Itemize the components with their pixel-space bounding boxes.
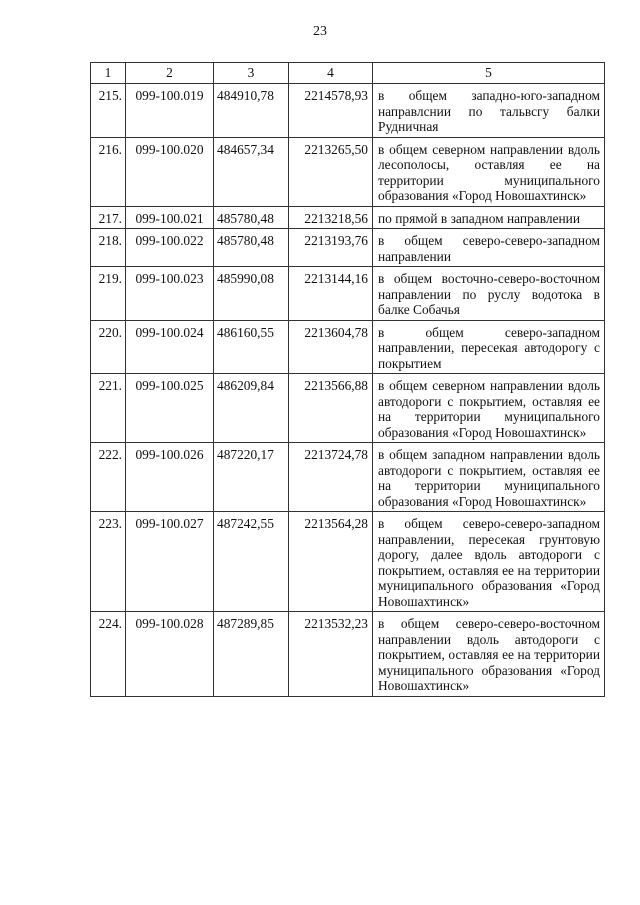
coordinate-y: 2213724,78 <box>289 443 373 512</box>
boundary-description: в общем западном направлении вдоль автодороги с покрытием, оставляя ее на территории муниципального образования «Город Новошахтинск» <box>373 443 605 512</box>
coordinate-y: 2213144,16 <box>289 267 373 321</box>
row-number: 224. <box>91 612 126 697</box>
table-row <box>91 443 605 512</box>
column-header: 3 <box>214 63 289 84</box>
coordinate-x: 487289,85 <box>214 612 289 697</box>
column-header: 4 <box>289 63 373 84</box>
point-code: 099-100.026 <box>126 443 214 512</box>
boundary-description: в общем северном направлении вдоль лесополосы, оставляя ее на территории муниципального образования «Город Новошахтинск» <box>373 137 605 206</box>
boundary-description: в общем западно-юго-западном направлснии по тальвсгу балки Рудничная <box>373 84 605 138</box>
column-header: 2 <box>126 63 214 84</box>
table-row <box>91 512 605 612</box>
coordinate-y: 2213566,88 <box>289 374 373 443</box>
table-row <box>91 374 605 443</box>
coordinate-y: 2213193,76 <box>289 229 373 267</box>
table-row <box>91 229 605 267</box>
row-number: 222. <box>91 443 126 512</box>
point-code: 099-100.025 <box>126 374 214 443</box>
table-row <box>91 137 605 206</box>
row-number: 218. <box>91 229 126 267</box>
table-row <box>91 267 605 321</box>
page-number: 23 <box>313 24 327 39</box>
row-number: 217. <box>91 206 126 229</box>
coordinate-y: 2213218,56 <box>289 206 373 229</box>
coordinate-y: 2213564,28 <box>289 512 373 612</box>
coordinate-x: 485780,48 <box>214 206 289 229</box>
boundary-description: в общем северо-западном направлении, пересекая автодорогу с покрытием <box>373 320 605 374</box>
point-code: 099-100.022 <box>126 229 214 267</box>
coordinate-x: 484910,78 <box>214 84 289 138</box>
column-header: 1 <box>91 63 126 84</box>
coordinate-y: 2213604,78 <box>289 320 373 374</box>
point-code: 099-100.028 <box>126 612 214 697</box>
table-row <box>91 84 605 138</box>
boundary-points-table <box>90 62 605 697</box>
table-row <box>91 206 605 229</box>
coordinate-y: 2213532,23 <box>289 612 373 697</box>
coordinate-x: 486160,55 <box>214 320 289 374</box>
coordinate-x: 486209,84 <box>214 374 289 443</box>
row-number: 223. <box>91 512 126 612</box>
coordinate-x: 487242,55 <box>214 512 289 612</box>
table-row <box>91 320 605 374</box>
point-code: 099-100.024 <box>126 320 214 374</box>
coordinate-x: 485780,48 <box>214 229 289 267</box>
boundary-description: в общем северо-северо-западном направлении, пересекая грунтовую дорогу, далее вдоль автодороги с покрытием, оставляя ее на территории муниципального образования «Город Новошахтинск» <box>373 512 605 612</box>
row-number: 216. <box>91 137 126 206</box>
boundary-description: в общем восточно-северо-восточном направлении по руслу водотока в балке Собачья <box>373 267 605 321</box>
coordinate-x: 485990,08 <box>214 267 289 321</box>
table-header-row <box>91 63 605 84</box>
row-number: 221. <box>91 374 126 443</box>
boundary-description: в общем северо-северо-западном направлении <box>373 229 605 267</box>
coordinate-y: 2213265,50 <box>289 137 373 206</box>
point-code: 099-100.027 <box>126 512 214 612</box>
point-code: 099-100.019 <box>126 84 214 138</box>
point-code: 099-100.021 <box>126 206 214 229</box>
coordinate-y: 2214578,93 <box>289 84 373 138</box>
boundary-description: в общем северо-северо-восточном направлении вдоль автодороги с покрытием, оставляя ее на территории муниципального образования «Город Новошахтинск» <box>373 612 605 697</box>
row-number: 219. <box>91 267 126 321</box>
boundary-description: по прямой в западном направлении <box>373 206 605 229</box>
table-row <box>91 612 605 697</box>
row-number: 220. <box>91 320 126 374</box>
coordinate-x: 484657,34 <box>214 137 289 206</box>
point-code: 099-100.023 <box>126 267 214 321</box>
row-number: 215. <box>91 84 126 138</box>
point-code: 099-100.020 <box>126 137 214 206</box>
coordinate-x: 487220,17 <box>214 443 289 512</box>
boundary-description: в общем северном направлении вдоль автодороги с покрытием, оставляя ее на территории муниципального образования «Город Новошахтинск» <box>373 374 605 443</box>
column-header: 5 <box>373 63 605 84</box>
